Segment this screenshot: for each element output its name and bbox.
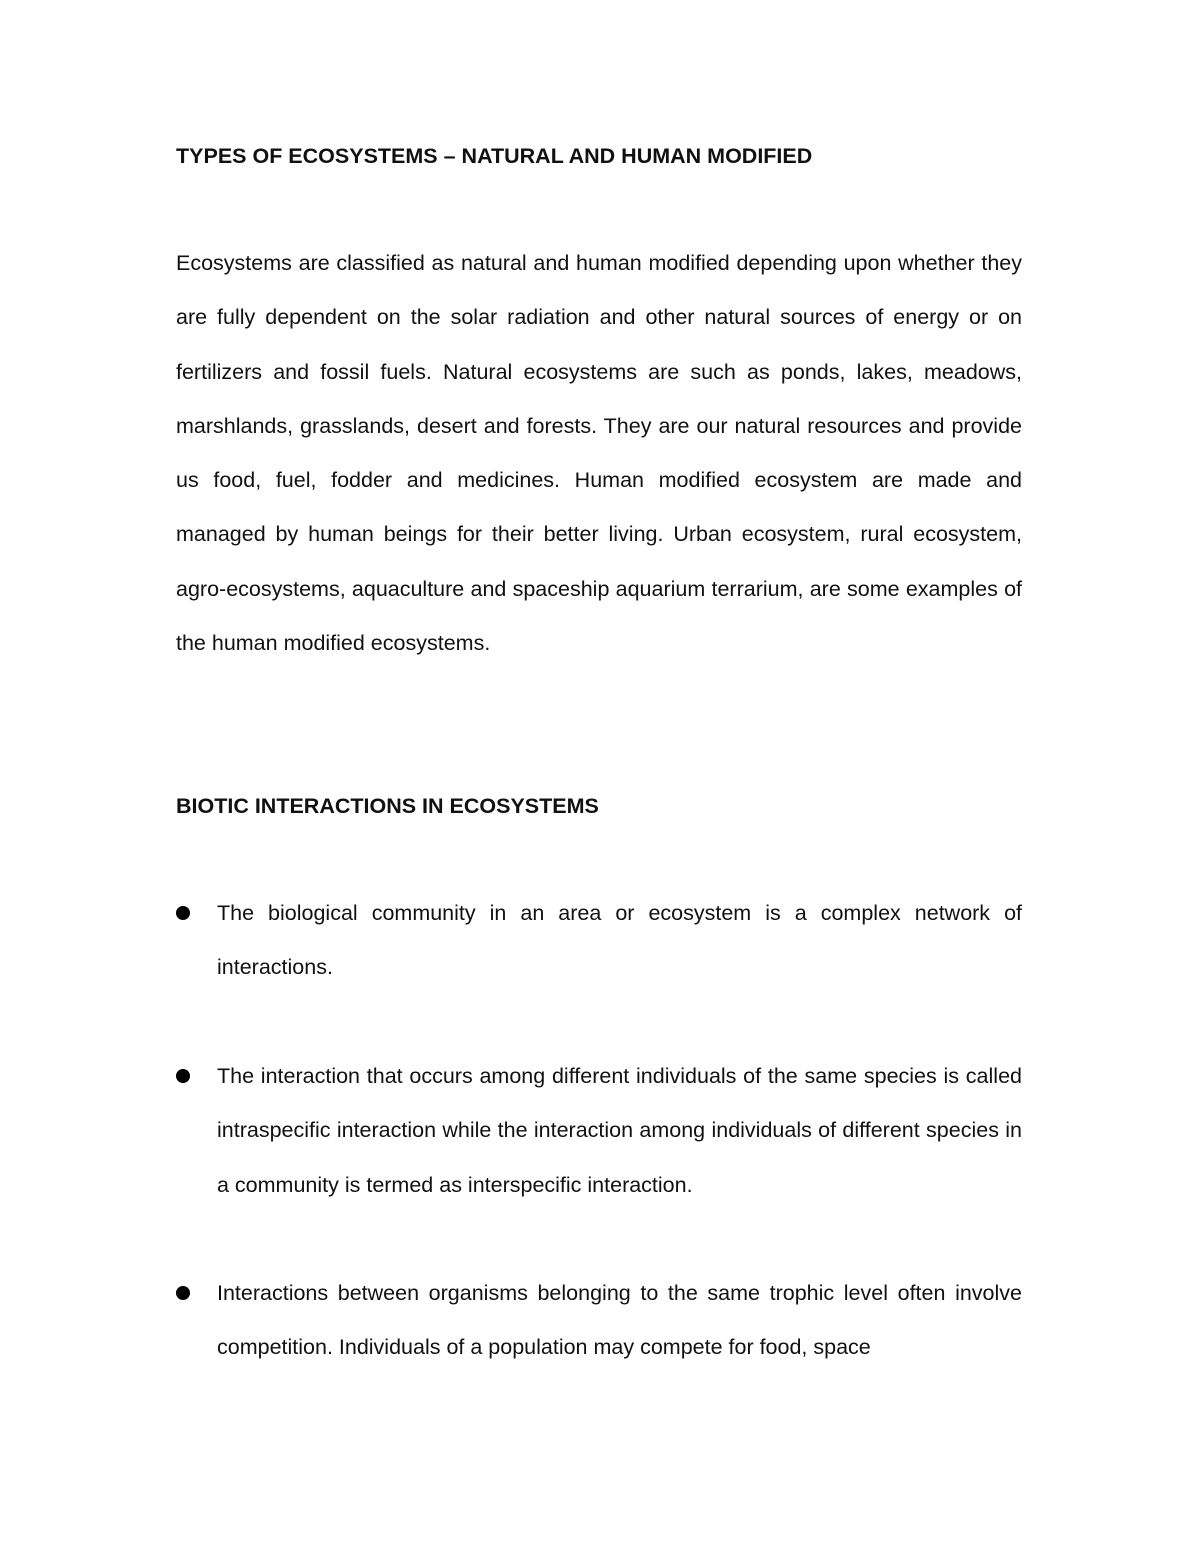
bullet-text: Interactions between organisms belonging to the same trophic level often involve competition. Individuals of a population may compete for food, space — [217, 1281, 1022, 1360]
bullet-dot-icon — [176, 1069, 190, 1083]
ecosystem-types-paragraph: Ecosystems are classified as natural and human modified depending upon whether they are fully dependent on the solar radiation and other natural sources of energy or on fertilizers and fossil fuels. Natural ecosystems are such as ponds, lakes, meadows, marshlands, grasslands, desert and forests. They are our natural resources and provide us food, fuel, fodder and medicines. Human modified ecosystem are made and managed by human beings for their better living. Urban ecosystem, rural ecosystem, agro-ecosystems, aquaculture and spaceship aquarium terrarium, are some examples of the human modified ecosystems. — [176, 251, 1022, 656]
bullet-text: The biological community in an area or ecosystem is a complex network of interactions. — [217, 901, 1022, 980]
bullet-text: The interaction that occurs among different individuals of the same species is called intraspecific interaction while the interaction among individuals of different species in a community is termed as interspecific interaction. — [217, 1064, 1022, 1197]
bullet-dot-icon — [176, 1286, 190, 1300]
section-heading-ecosystem-types: TYPES OF ECOSYSTEMS – NATURAL AND HUMAN MODIFIED — [176, 144, 813, 168]
section-heading-biotic-interactions: BIOTIC INTERACTIONS IN ECOSYSTEMS — [176, 794, 599, 818]
bullet-dot-icon — [176, 906, 190, 920]
